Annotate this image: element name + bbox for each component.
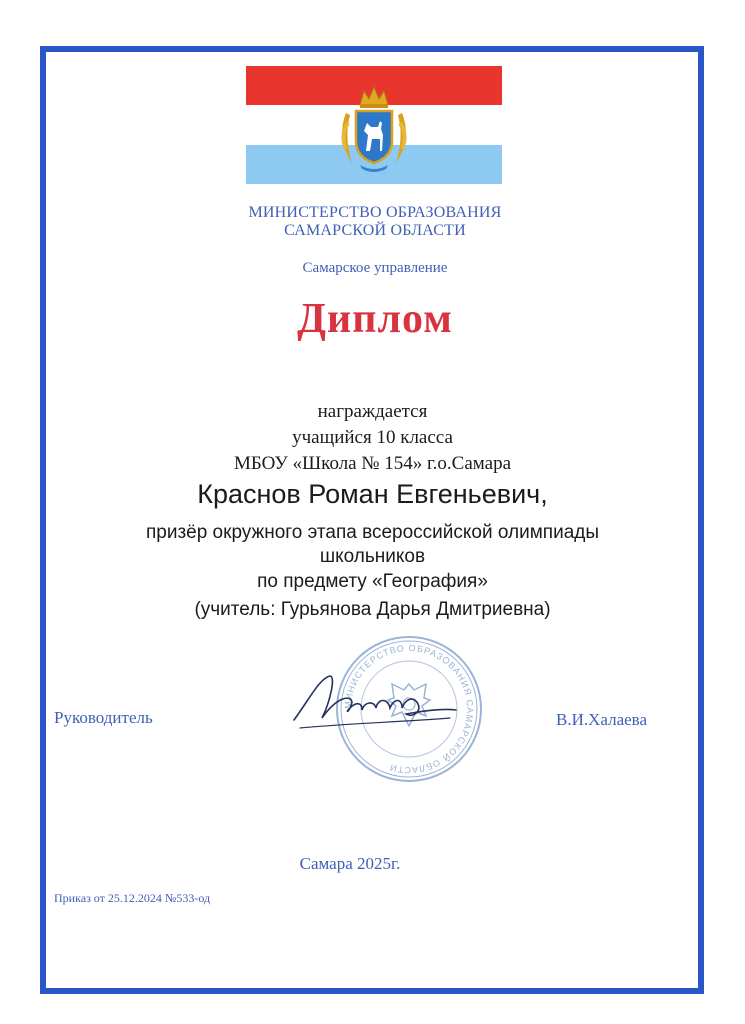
city-and-year: Самара 2025г. xyxy=(299,854,401,873)
signatory-name: В.И.Халаева xyxy=(556,710,648,729)
department-name: Самарское управление xyxy=(302,260,448,276)
subject-text: по предмету «География» xyxy=(257,571,488,592)
ministry-name-line1: МИНИСТЕРСТВО ОБРАЗОВАНИЯ xyxy=(248,204,502,221)
stamp-arc-text: МИНИСТЕРСТВО ОБРАЗОВАНИЯ САМАРСКОЙ ОБЛАСТИ xyxy=(342,642,476,776)
school-name-text: МБОУ «Школа № 154» г.о.Самара xyxy=(233,453,512,474)
achievement-text-cont: школьников xyxy=(319,546,426,567)
awarded-text: награждается xyxy=(317,401,428,422)
recipient-name: Краснов Роман Евгеньевич, xyxy=(197,479,548,509)
handwritten-signature xyxy=(290,668,460,738)
order-reference: Приказ от 25.12.2024 №533-од xyxy=(54,891,211,905)
coat-of-arms-icon xyxy=(334,83,414,175)
pupil-grade-text: учащийся 10 класса xyxy=(292,427,453,448)
ministry-name-line2: САМАРСКОЙ ОБЛАСТИ xyxy=(284,222,466,239)
teacher-text: (учитель: Гурьянова Дарья Дмитриевна) xyxy=(194,599,551,620)
signatory-role: Руководитель xyxy=(54,708,153,727)
diploma-title: Диплом xyxy=(297,296,453,342)
achievement-text: призёр окружного этапа всероссийской олимпиады xyxy=(145,522,600,543)
blue-border-frame xyxy=(40,46,704,994)
